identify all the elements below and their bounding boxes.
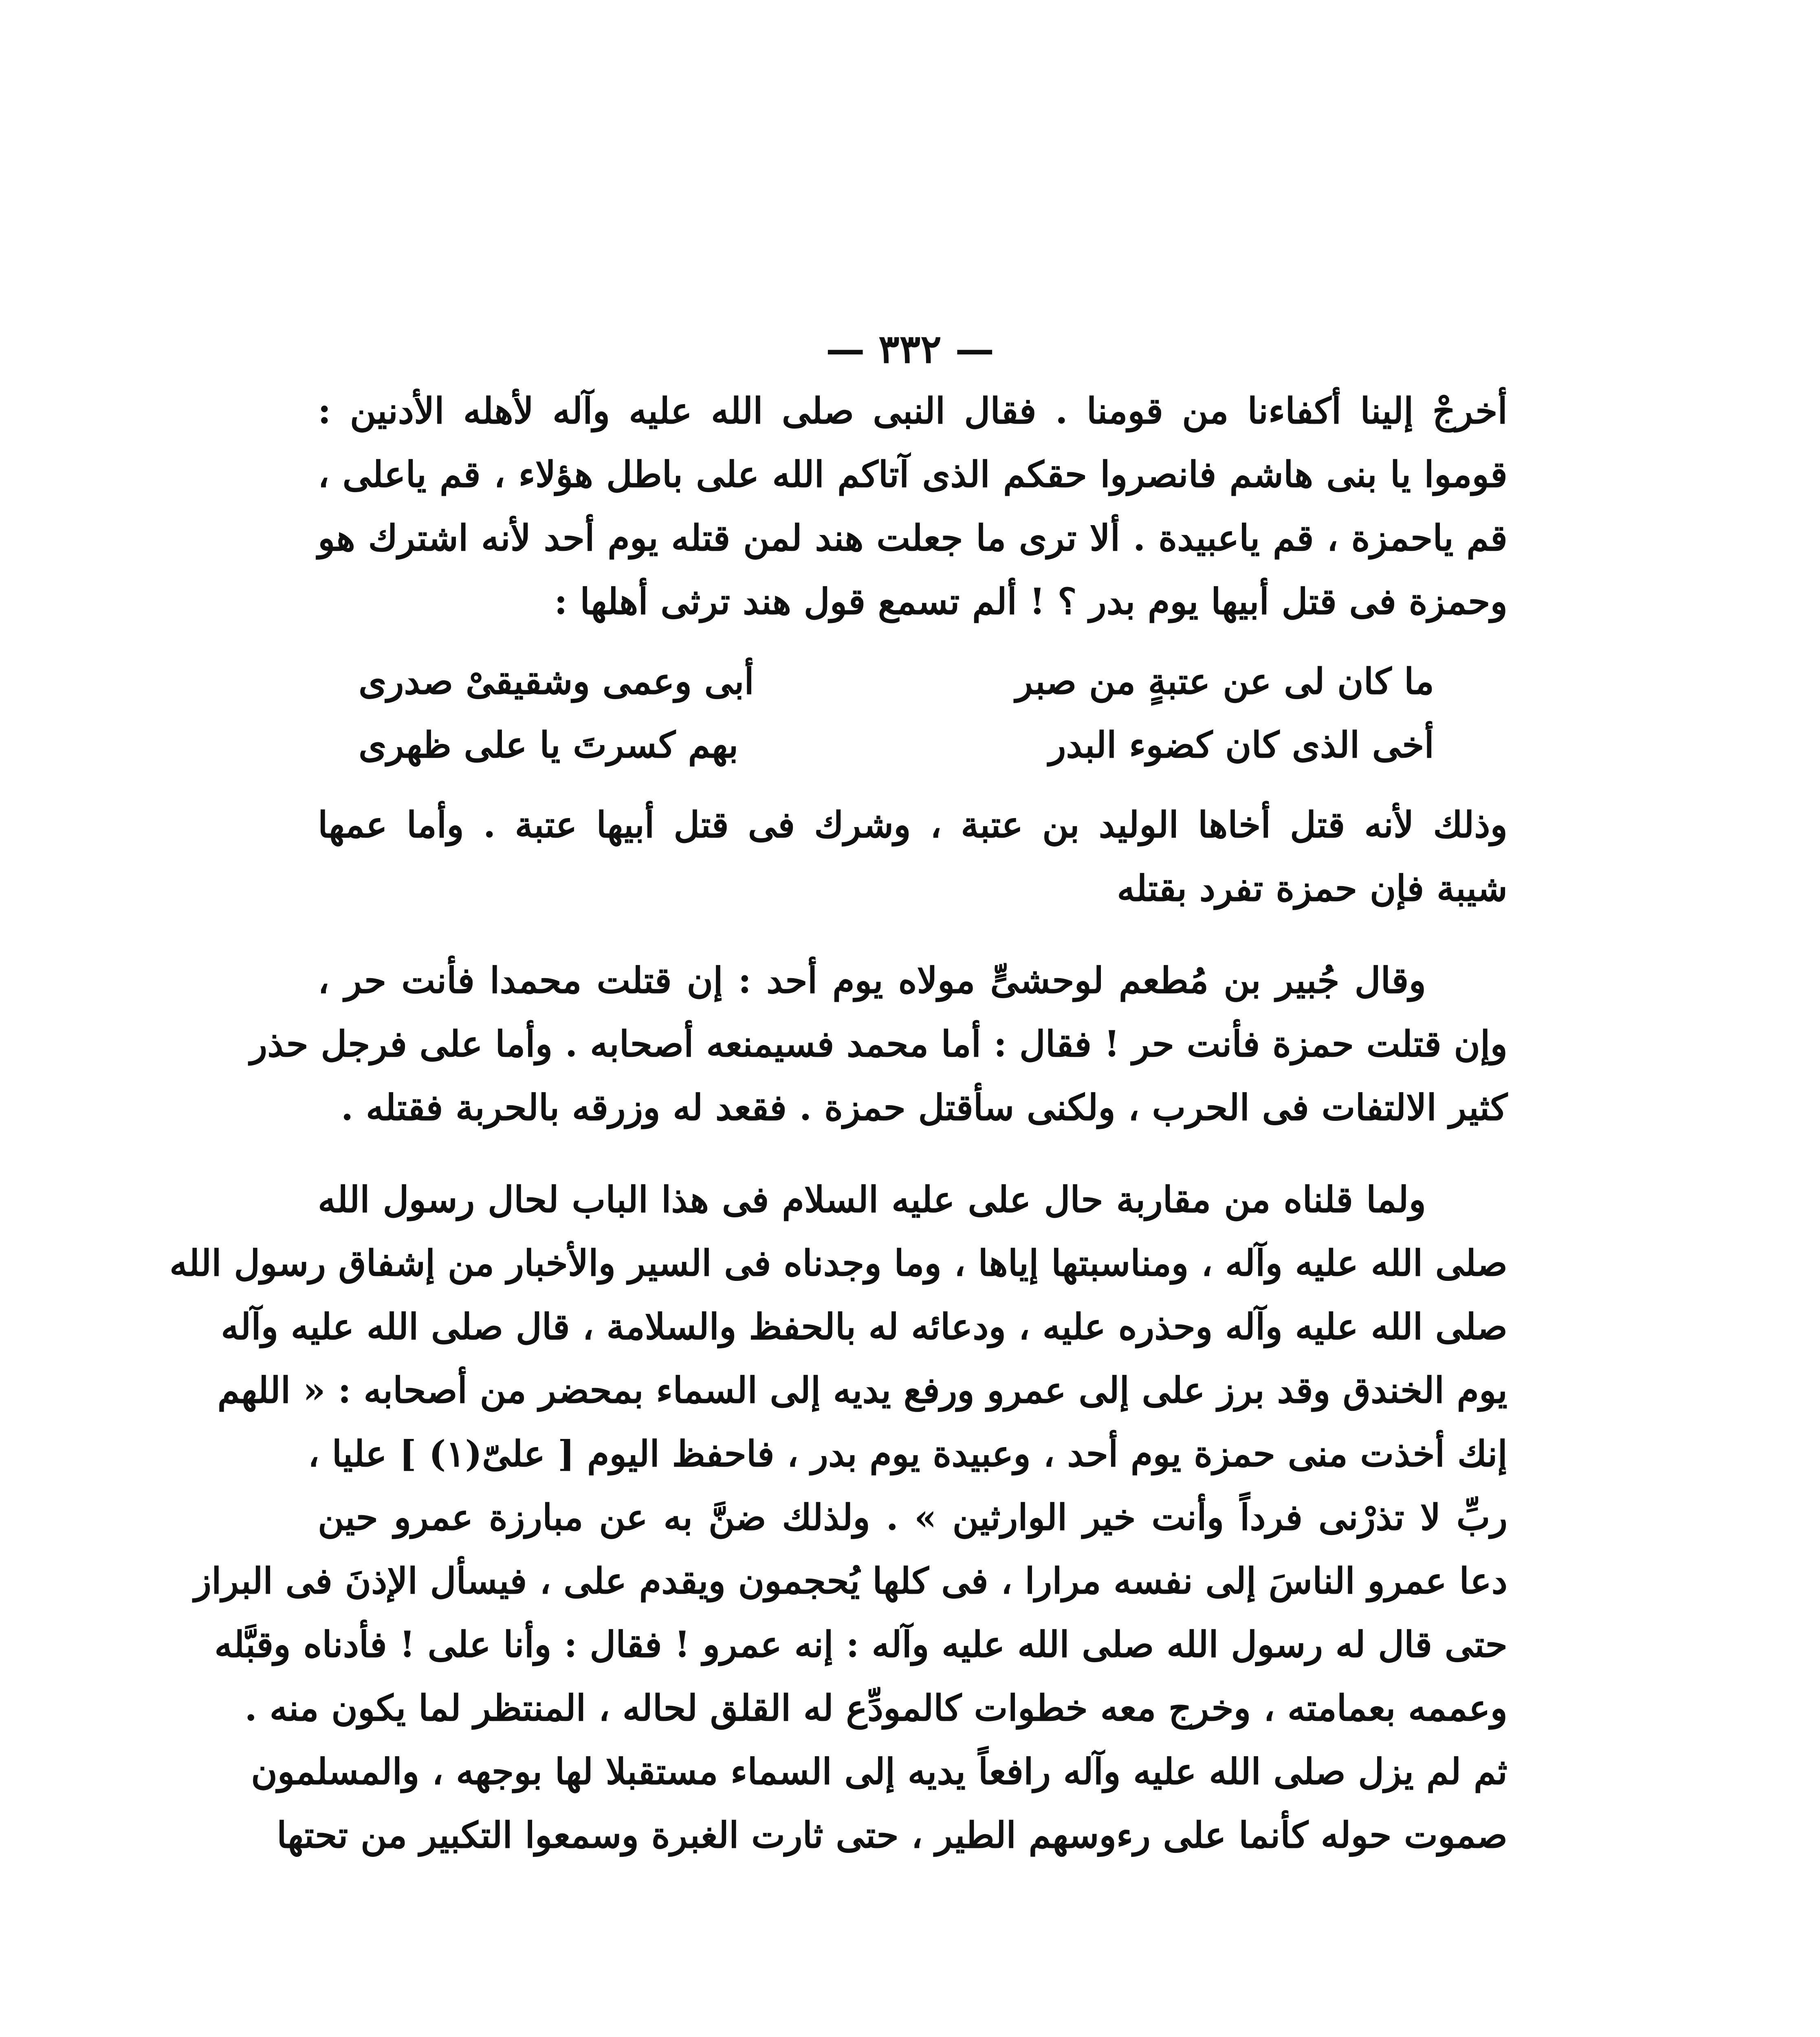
text-line: وحمزة فى قتل أبيها يوم بدر ؟ ! ألم تسمع قول هند ترثى أهلها : — [554, 580, 1507, 623]
text-line: قوموا يا بنى هاشم فانصروا حقكم الذى آتاكم الله على باطل هؤلاء ، قم ياعلى ، — [318, 453, 1507, 495]
text-line: قم ياحمزة ، قم ياعبيدة . ألا ترى ما جعلت هند لمن قتله يوم أحد لأنه اشترك هو — [318, 517, 1507, 559]
paragraph-3 — [250, 948, 1507, 1139]
text-line: شيبة فإن حمزة تفرد بقتله — [1117, 867, 1507, 909]
text-line: أخرجْ إلينا أكفاءنا من قومنا . فقال النبى صلى الله عليه وآله لأهله الأدنين : — [318, 389, 1507, 432]
verse-line — [359, 649, 1434, 713]
text-line: كثير الالتفات فى الحرب ، ولكنى سأقتل حمزة . فقعد له وزرقه بالحربة فقتله . — [341, 1086, 1507, 1128]
verse-first-hemistich: ما كان لى عن عتبةٍ من صبر — [1015, 660, 1434, 702]
paragraph-1 — [318, 379, 1507, 633]
text-line: صموت حوله كأنما على رءوسهم الطير ، حتى ثارت الغبرة وسمعوا التكبير من تحتها — [277, 1814, 1507, 1856]
text-line: إنك أخذت منى حمزة يوم أحد ، وعبيدة يوم بدر ، فاحفظ اليوم [ علىّ(١) ] عليا ، — [308, 1432, 1507, 1475]
verse-first-hemistich: أخى الذى كان كضوء البدر — [1049, 724, 1434, 766]
text-line: ولما قلناه من مقاربة حال على عليه السلام فى هذا الباب لحال رسول الله — [318, 1178, 1426, 1221]
verse-second-hemistich: أبى وعمى وشقيقىْ صدرى — [359, 660, 754, 702]
text-line: صلى الله عليه وآله ، ومناسبتها إياها ، وما وجدناه فى السير والأخبار من إشفاق رسول الله — [169, 1242, 1507, 1284]
text-line: ثم لم يزل صلى الله عليه وآله رافعاً يديه إلى السماء مستقبلا لها بوجهه ، والمسلمون — [251, 1750, 1507, 1793]
text-line: ربِّ لا تذرْنى فرداً وأنت خير الوارثين » . ولذلك ضنَّ به عن مبارزة عمرو حين — [318, 1496, 1507, 1538]
text-line: دعا عمرو الناسَ إلى نفسه مرارا ، فى كلها يُحجمون ويقدم على ، فيسأل الإذنَ فى البراز — [194, 1560, 1507, 1602]
text-line: وذلك لأنه قتل أخاها الوليد بن عتبة ، وشرك فى قتل أبيها عتبة . وأما عمها — [318, 803, 1507, 846]
text-line: يوم الخندق وقد برز على إلى عمرو ورفع يديه إلى السماء بمحضر من أصحابه : « اللهم — [217, 1369, 1507, 1411]
paragraph-4 — [169, 1168, 1507, 1867]
paragraph-2 — [318, 793, 1507, 920]
text-line: وعممه بعمامته ، وخرج معه خطوات كالمودِّع له القلق لحاله ، المنتظر لما يكون منه . — [244, 1687, 1507, 1729]
text-line: صلى الله عليه وآله وحذره عليه ، ودعائه له بالحفظ والسلامة ، قال صلى الله عليه وآله — [221, 1305, 1507, 1348]
page-number: — ٣٣٢ — — [825, 326, 995, 372]
text-line: حتى قال له رسول الله صلى الله عليه وآله : إنه عمرو ! فقال : وأنا على ! فأدناه وقبَّله — [214, 1623, 1507, 1665]
verse-line — [359, 713, 1434, 777]
text-line: وقال جُبير بن مُطعم لوحشىٍّ مولاه يوم أحد : إن قتلت محمدا فأنت حر ، — [318, 959, 1426, 1001]
main-text — [169, 379, 1507, 1867]
verse-second-hemistich: بهم كسرتَ يا على ظهرى — [359, 724, 739, 766]
text-line: وإن قتلت حمزة فأنت حر ! فقال : أما محمد فسيمنعه أصحابه . وأما على فرجل حذر — [250, 1023, 1507, 1065]
poem-verses — [318, 649, 1507, 777]
